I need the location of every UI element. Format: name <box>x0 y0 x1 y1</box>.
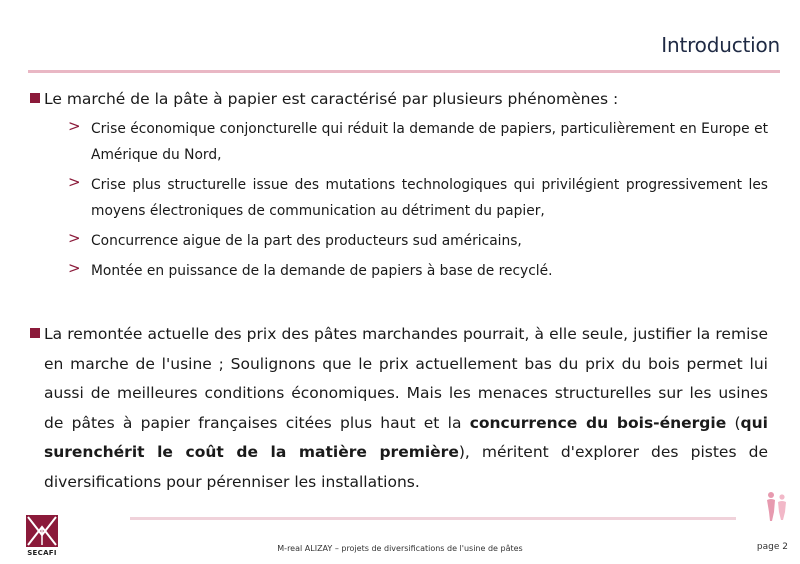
sub-bullet-1 <box>68 116 768 168</box>
bullet-price-text <box>44 320 768 497</box>
sub-bullet-text: Crise plus structurelle issue des mutations technologiques qui privilégient progressivement les moyens électroniques de communication au détriment du papier, <box>91 177 768 219</box>
square-bullet-icon <box>30 328 40 338</box>
sub-bullet-3 <box>68 228 768 254</box>
footer-caption: M-real ALIZAY – projets de diversifications de l'usine de pâtes <box>277 544 523 553</box>
paragraph-segment: La remontée actuelle des prix des pâtes marchandes pourrait, à elle seule, justifier la remise en marche de l'usine ; Soulignons que le prix actuellement bas du prix du bois permet lui aussi de meilleures conditions économiques. Mais les menaces structurelles sur les usines de pâtes à papier françaises citées plus haut et la <box>44 325 768 432</box>
sub-bullet-text: Montée en puissance de la demande de papiers à base de recyclé. <box>91 263 553 279</box>
sub-bullet-4 <box>68 258 768 284</box>
chevron-right-icon: > <box>68 229 81 247</box>
logo-label: SECAFI <box>27 549 57 557</box>
page-number: page 2 <box>756 542 788 552</box>
emphasis-cout-matiere: qui surenchérit le coût de la matière première <box>44 413 768 461</box>
bullet-market-text: Le marché de la pâte à papier est caractérisé par plusieurs phénomènes : <box>44 90 619 108</box>
slide-title: Introduction <box>661 33 780 57</box>
sub-bullet-text: Crise économique conjoncturelle qui réduit la demande de papiers, particulièrement en Europe et Amérique du Nord, <box>91 121 768 163</box>
square-bullet-icon <box>30 93 40 103</box>
sub-bullet-text: Concurrence aigue de la part des producteurs sud américains, <box>91 233 522 249</box>
chevron-right-icon: > <box>68 259 81 277</box>
bullet-price-recovery <box>30 320 768 497</box>
chevron-right-icon: > <box>68 173 81 191</box>
chevron-right-icon: > <box>68 117 81 135</box>
footer-divider <box>130 517 736 520</box>
bullet-market <box>30 88 768 110</box>
title-divider <box>28 70 780 73</box>
paragraph-segment: ), méritent d'explorer des pistes de diversifications pour pérenniser les installations. <box>44 443 768 491</box>
sub-bullet-2 <box>68 172 768 224</box>
paragraph-segment: ( <box>726 413 741 432</box>
people-figures-icon <box>762 490 790 522</box>
emphasis-bois-energie: concurrence du bois-énergie <box>469 413 727 432</box>
